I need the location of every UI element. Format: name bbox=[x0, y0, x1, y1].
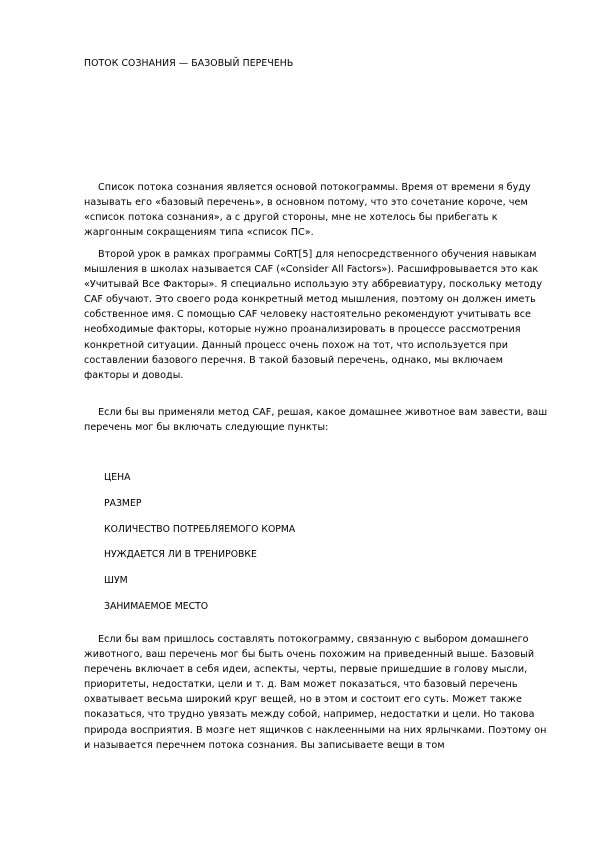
list-item: КОЛИЧЕСТВО ПОТРЕБЛЯЕМОГО КОРМА bbox=[104, 523, 296, 535]
paragraph-intro: Список потока сознания является основой потокограммы. Время от времени я буду называть его «базовый перечень», в основном потому, что это сочетание короче, чем «список потока сознания», а с другой стороны, мне не хотелось бы прибегать к жаргонным сокращениям типа «список ПС». bbox=[84, 182, 531, 239]
list-item: ШУМ bbox=[104, 575, 128, 587]
paragraph-caf: Второй урок в рамках программы CoRT[5] для непосредственного обучения навыкам мышления в школах называется CAF («Consider All Factors»). Расшифровывается это как «Учитывай Все Факторы». Я специально использую эту аббревиатуру, поскольку методу CAF обучают. Это своего рода конкретный метод мышления, поэтому он должен иметь собственное имя. С помощью CAF человеку настоятельно рекомендуют учитывать все необходимые факторы, которые нужно проанализировать в процессе рассмотрения конкретной ситуации. Данный процесс очень похож на тот, что используется при составлении базового перечня. В такой базовый перечень, однако, мы включаем факторы и доводы. bbox=[84, 249, 543, 381]
factor-list bbox=[104, 465, 295, 620]
page-title: ПОТОК СОЗНАНИЯ — БАЗОВЫЙ ПЕРЕЧЕНЬ bbox=[84, 58, 294, 69]
list-item: НУЖДАЕТСЯ ЛИ В ТРЕНИРОВКЕ bbox=[104, 549, 257, 561]
list-item: РАЗМЕР bbox=[104, 497, 142, 509]
list-item: ЗАНИМАЕМОЕ МЕСТО bbox=[104, 600, 209, 612]
list-item: ЦЕНА bbox=[104, 472, 131, 483]
paragraph-conclusion: Если бы вам пришлось составлять потокограмму, связанную с выбором домашнего животного, ваш перечень мог бы быть очень похожим на приведенный выше. Базовый перечень включает в себя идеи, аспекты, черты, первые пришедшие в голову мысли, приоритеты, недостатки, цели и т. д. Вам может показаться, что базовый перечень охватывает весьма широкий круг вещей, но в этом и состоит его суть. Может также показаться, что трудно увязать между собой, например, недостатки и цели. Но такова природа восприятия. В мозге нет ящичков с наклеенными на них ярлычками. Поэтому он и называется перечнем потока сознания. Вы записываете вещи в том bbox=[84, 634, 547, 751]
paragraph-example: Если бы вы применяли метод CAF, решая, какое домашнее животное вам завести, ваш перечень мог бы включать следующие пункты: bbox=[84, 407, 548, 434]
